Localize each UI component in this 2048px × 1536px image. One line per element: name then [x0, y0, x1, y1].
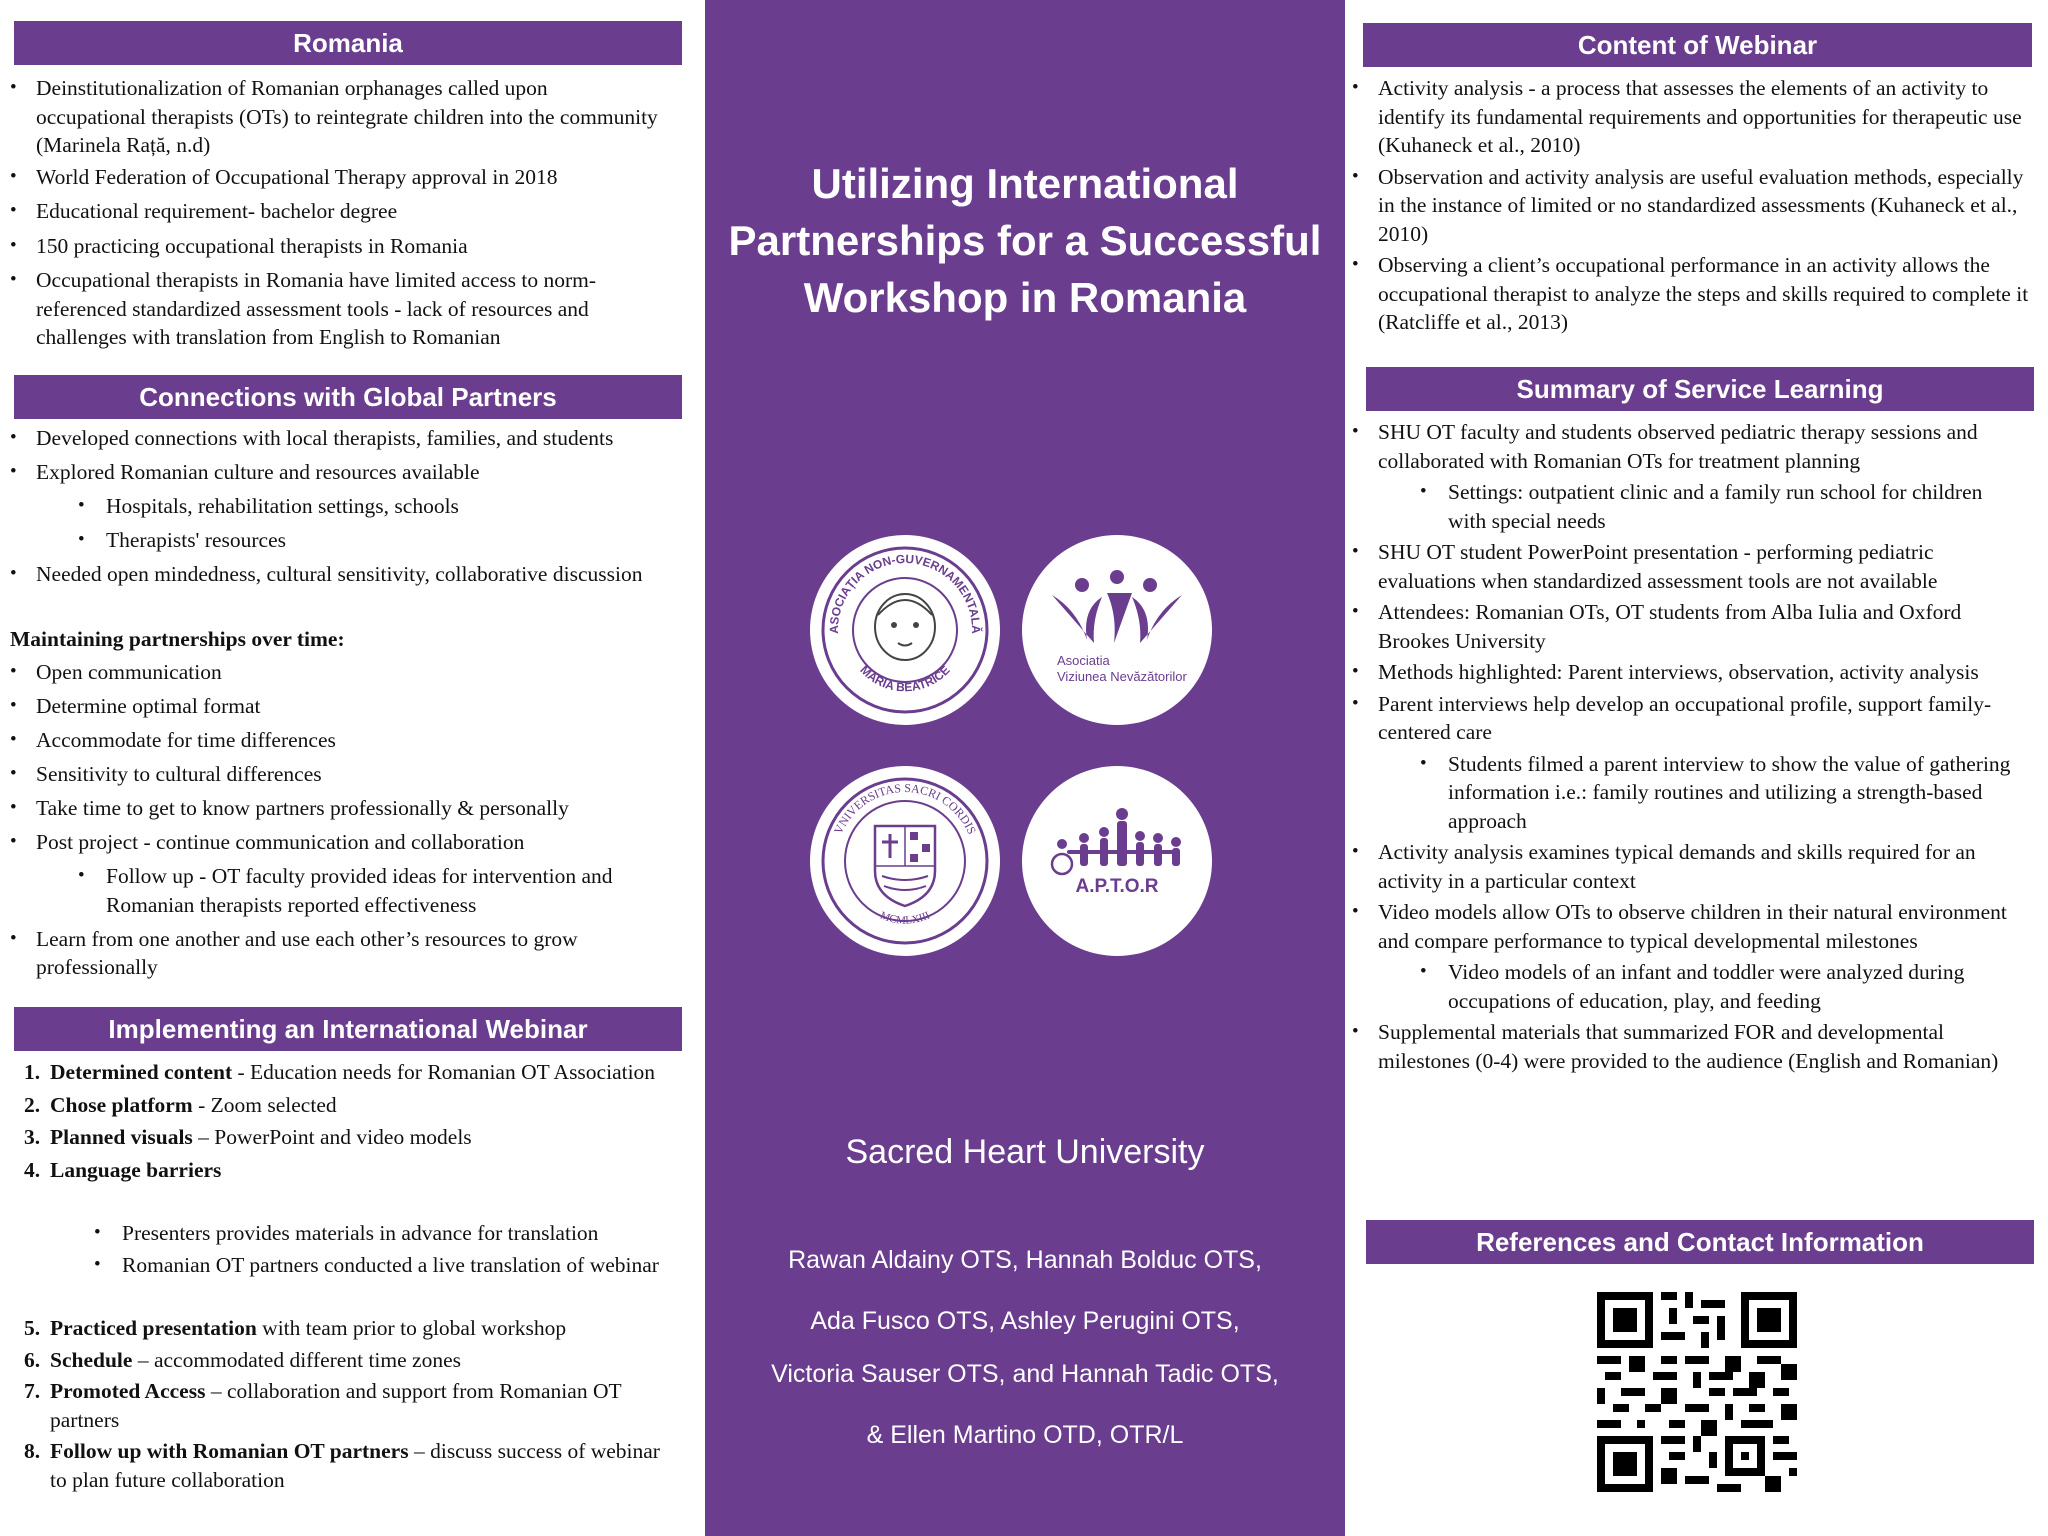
list-item: • SHU OT student PowerPoint presentation - performing pediatric evaluations when standardized assessment tools are not available [1352, 538, 2032, 595]
poster-title: Utilizing International Partnerships for a Successful Workshop in Romania [728, 160, 1322, 321]
references-heading: References and Contact Information [1366, 1220, 2034, 1264]
summary-list [1352, 418, 2032, 1080]
university-seal-logo [810, 766, 1000, 956]
maria-beatrice-logo [810, 535, 1000, 725]
list-item: • Activity analysis examines typical demands and skills required for an activity in a particular context [1352, 838, 2032, 895]
webinar-steps [10, 1058, 680, 1186]
list-item: • Methods highlighted: Parent interviews, observation, activity analysis [1352, 658, 2032, 687]
list-item: • Learn from one another and use each other’s resources to grow professionally [10, 925, 660, 982]
list-item: • Follow up - OT faculty provided ideas for intervention and Romanian therapists reported effectiveness [10, 862, 660, 919]
list-item: • Explored Romanian culture and resources available [10, 458, 680, 487]
content-heading: Content of Webinar [1363, 23, 2032, 67]
list-item: • World Federation of Occupational Therapy approval in 2018 [10, 163, 660, 192]
list-item: • Therapists' resources [10, 526, 680, 555]
list-item: • Accommodate for time differences [10, 726, 660, 755]
authors-line: Victoria Sauser OTS, and Hannah Tadic OTS, [771, 1360, 1279, 1388]
list-item: • Educational requirement- bachelor degree [10, 197, 660, 226]
svg-text:MCMLXIII [878, 909, 932, 926]
svg-text:ASOCIAȚIA NON-GUVERNAMENTALĂ [827, 552, 984, 634]
webinar-steps-cont [10, 1314, 680, 1498]
romania-list [10, 74, 660, 357]
aptor-text: A.P.T.O.R [1075, 876, 1159, 897]
content-list [1352, 74, 2032, 342]
connections-heading: Connections with Global Partners [14, 375, 682, 419]
list-item: • Romanian OT partners conducted a live translation of webinar [10, 1251, 670, 1280]
aptor-logo [1022, 766, 1212, 956]
list-item: 7. Promoted Access – collaboration and support from Romanian OT partners [24, 1379, 622, 1432]
list-item: • Sensitivity to cultural differences [10, 760, 660, 789]
list-item: 4. Language barriers [24, 1157, 222, 1182]
university-name: Sacred Heart University [845, 1133, 1205, 1171]
viziunea-line1: Asociatia [1057, 653, 1110, 668]
list-item: • Open communication [10, 658, 660, 687]
list-item: 8. Follow up with Romanian OT partners – discuss success of webinar to plan future collaboration [24, 1439, 660, 1492]
list-item: 1. Determined content - Education needs for Romanian OT Association [24, 1060, 656, 1084]
list-item: 6. Schedule – accommodated different time zones [24, 1347, 461, 1372]
list-item: • Supplemental materials that summarized FOR and developmental milestones (0-4) were provided to the audience (English and Romanian) [1352, 1018, 2032, 1075]
maria-ring-text: ASOCIAȚIA NON-GUVERNAMENTALĂ [826, 551, 984, 634]
maintaining-list [10, 658, 660, 987]
list-item: • Attendees: Romanian OTs, OT students from Alba Iulia and Oxford Brookes University [1352, 598, 2032, 655]
list-item: • Deinstitutionalization of Romanian orphanages called upon occupational therapists (OTs) to reintegrate children into the community (Marinela Rață, n.d) [10, 74, 660, 160]
authors-line: Rawan Aldainy OTS, Hannah Bolduc OTS, [788, 1246, 1262, 1274]
list-item: • Occupational therapists in Romania have limited access to norm-referenced standardized assessment tools - lack of resources and challenges with translation from English to Romanian [10, 266, 660, 352]
svg-text:MARIA BEATRICE [857, 663, 952, 695]
list-item: • Video models of an infant and toddler were analyzed during occupations of education, play, and feeding [1352, 958, 2032, 1015]
viziunea-logo [1022, 535, 1212, 725]
viziunea-line2: Viziunea Nevăzătorilor [1057, 669, 1187, 684]
list-item: • Students filmed a parent interview to show the value of gathering information i.e.: family routines and utilizing a strength-based approach [1352, 750, 2032, 836]
connections-list [10, 424, 680, 590]
seal-ring-text: VNIVERSITAS SACRI CORDIS [831, 780, 979, 837]
list-item: • Take time to get to know partners professionally & personally [10, 794, 660, 823]
list-item: • Activity analysis - a process that assesses the elements of an activity to identify its fundamental requirements and opportunities for therapeutic use (Kuhaneck et al., 2010) [1352, 74, 2032, 160]
seal-year-text: MCMLXIII [878, 909, 932, 927]
list-item: • Presenters provides materials in advance for translation [10, 1219, 670, 1248]
list-item: • SHU OT faculty and students observed pediatric therapy sessions and collaborated with Romanian OTs for treatment planning [1352, 418, 2032, 475]
qr-code[interactable] [1597, 1292, 1797, 1492]
list-item: • Post project - continue communication and collaboration [10, 828, 660, 857]
maintaining-label: Maintaining partnerships over time: [10, 627, 345, 651]
list-item: • Video models allow OTs to observe children in their natural environment and compare performance to typical developmental milestones [1352, 898, 2032, 955]
romania-heading: Romania [14, 21, 682, 65]
list-item: 5. Practiced presentation with team prior to global workshop [24, 1316, 567, 1340]
authors-line: & Ellen Martino OTD, OTR/L [866, 1421, 1184, 1449]
authors-line: Ada Fusco OTS, Ashley Perugini OTS, [810, 1307, 1240, 1335]
maria-name-text: MARIA BEATRICE [857, 662, 953, 695]
list-item: 2. Chose platform - Zoom selected [24, 1092, 337, 1117]
list-item: • Hospitals, rehabilitation settings, schools [10, 492, 680, 521]
list-item: • Observation and activity analysis are useful evaluation methods, especially in the instance of limited or no standardized assessments (Kuhaneck et al., 2010) [1352, 163, 2032, 249]
summary-heading: Summary of Service Learning [1366, 367, 2034, 411]
list-item: 3. Planned visuals – PowerPoint and video models [24, 1125, 472, 1149]
language-sublist [10, 1219, 670, 1284]
list-item: • Needed open mindedness, cultural sensitivity, collaborative discussion [10, 560, 680, 589]
list-item: • Developed connections with local therapists, families, and students [10, 424, 680, 453]
list-item: • 150 practicing occupational therapists in Romania [10, 232, 660, 261]
list-item: • Observing a client’s occupational performance in an activity allows the occupational therapist to analyze the steps and skills required to complete it (Ratcliffe et al., 2013) [1352, 251, 2032, 337]
webinar-heading: Implementing an International Webinar [14, 1007, 682, 1051]
center-panel [705, 0, 1345, 1536]
list-item: • Parent interviews help develop an occupational profile, support family-centered care [1352, 690, 2032, 747]
list-item: • Determine optimal format [10, 692, 660, 721]
list-item: • Settings: outpatient clinic and a family run school for children with special needs [1352, 478, 2032, 535]
